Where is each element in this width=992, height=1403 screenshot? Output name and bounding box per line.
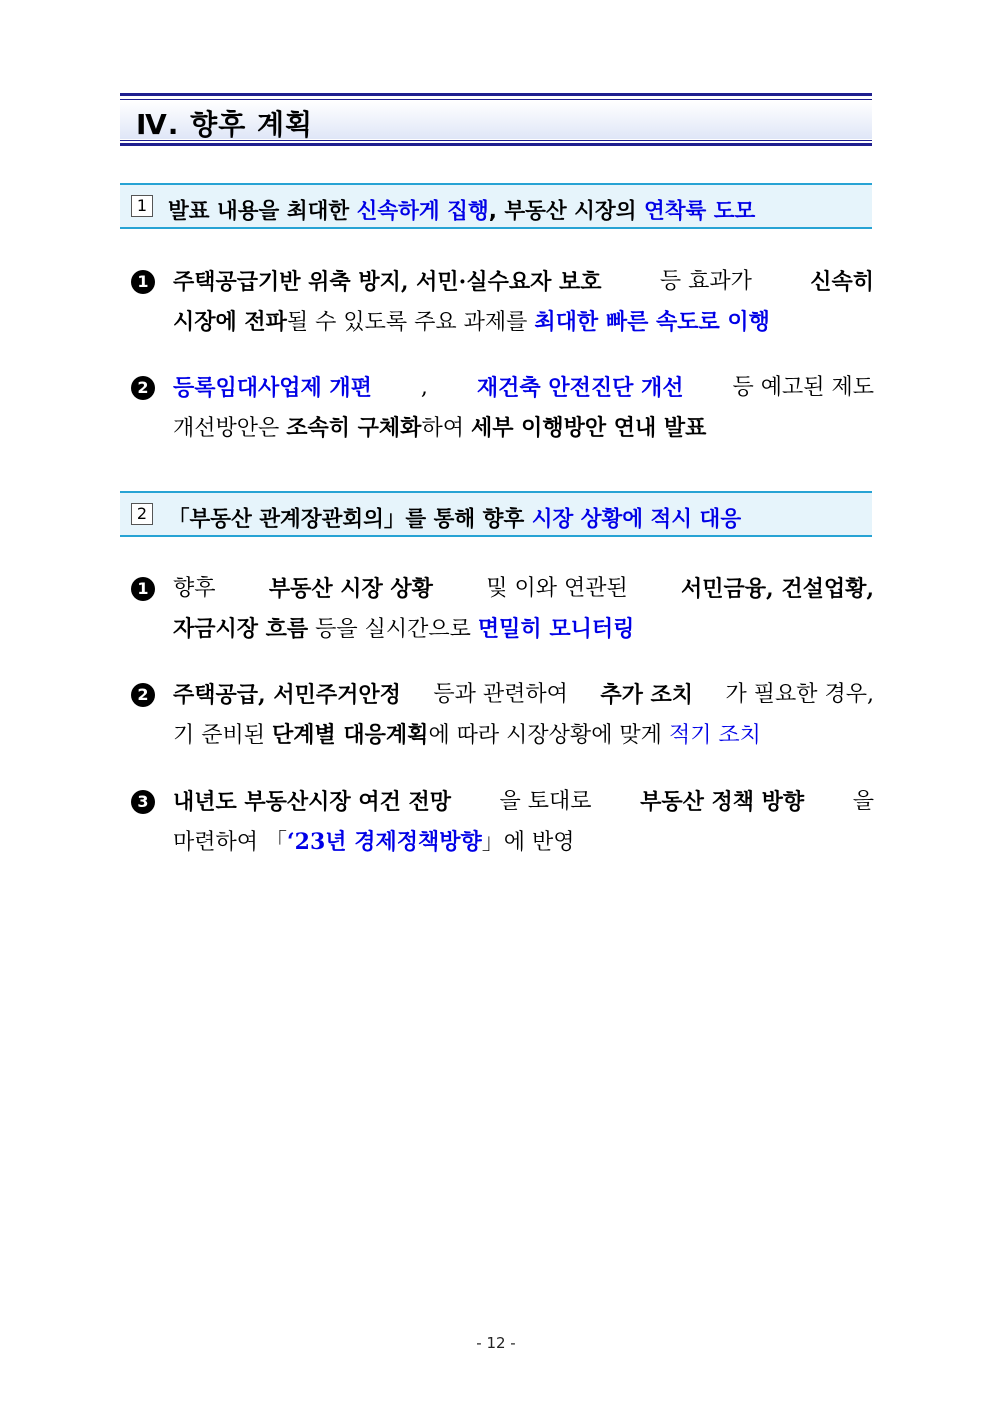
page-number: - 12 -	[476, 1334, 516, 1352]
text-run: 가 필요한 경우,	[725, 682, 874, 707]
section-title-box	[120, 93, 872, 146]
text-run: 적기 조치	[668, 723, 761, 748]
item-line	[173, 613, 634, 646]
item-line	[173, 372, 874, 404]
heading-run: 연착륙 도모	[643, 199, 756, 224]
text-run: 을	[852, 789, 874, 814]
text-run: 등을 실시간으로	[308, 617, 478, 642]
item-line	[173, 786, 874, 818]
text-run: 등 예고된 제도	[732, 375, 874, 400]
circled-number-bullet: 1	[131, 270, 155, 294]
item-line	[173, 306, 770, 339]
title-rule-bottom	[120, 143, 872, 146]
section-heading-2	[120, 491, 872, 537]
title-rule-top-thin	[120, 99, 872, 100]
text-run: 마련하여 「	[173, 830, 288, 855]
item-line	[173, 573, 874, 605]
item-line	[173, 719, 761, 752]
section-number-box: 2	[131, 503, 153, 525]
heading-run: 시장 상황에 적시 대응	[531, 507, 742, 532]
text-run: 부동산 시장 상황	[268, 576, 433, 602]
text-run: ‘23년 경제정책방향	[287, 829, 482, 855]
text-run: 내년도 부동산시장 여건 전망	[173, 789, 452, 815]
text-run: 주택공급, 서민주거안정	[173, 682, 401, 708]
heading-run: 발표 내용을 최대한	[168, 199, 357, 224]
text-run: 주택공급기반 위축 방지, 서민·실수요자 보호	[173, 269, 602, 295]
item-line	[173, 266, 874, 298]
text-run: 면밀히 모니터링	[477, 616, 635, 642]
section-heading-1	[120, 183, 872, 229]
text-run: ,	[420, 375, 428, 400]
heading-run: , 부동산 시장의	[488, 199, 644, 224]
circled-number-bullet: 3	[131, 790, 155, 814]
text-run: 단계별 대응계획	[272, 722, 429, 748]
text-run: 될 수 있도록 주요 과제를	[286, 310, 535, 335]
text-run: 부동산 정책 방향	[640, 789, 805, 815]
text-run: 자금시장 흐름	[173, 616, 309, 642]
text-run: 등록임대사업제 개편	[173, 375, 372, 401]
heading-run: 신속하게 집행	[356, 199, 489, 224]
text-run: 향후	[173, 576, 216, 601]
text-run: 재건축 안전진단 개선	[476, 375, 684, 401]
text-run: 하여	[421, 416, 471, 441]
page-title: Ⅳ. 향후 계획	[136, 108, 314, 141]
section-heading-text	[168, 194, 755, 225]
section-heading-text	[168, 502, 741, 533]
text-run: 최대한 빠른 속도로 이행	[534, 309, 770, 335]
text-run: 조속히 구체화	[286, 415, 422, 441]
heading-run: 「부동산 관계장관회의」를 통해 향후	[168, 507, 532, 532]
text-run: 신속히	[810, 269, 874, 295]
circled-number-bullet: 2	[131, 376, 155, 400]
text-run: 등 효과가	[659, 269, 752, 294]
text-run: 기 준비된	[173, 723, 272, 748]
text-run: 개선방안은	[173, 416, 287, 441]
circled-number-bullet: 2	[131, 683, 155, 707]
text-run: 」에 반영	[481, 830, 575, 855]
text-run: 서민금융, 건설업황,	[681, 576, 874, 602]
text-run: 추가 조치	[600, 682, 693, 708]
circled-number-bullet: 1	[131, 577, 155, 601]
item-line	[173, 412, 706, 445]
text-run: 을 토대로	[499, 789, 592, 814]
item-line	[173, 679, 874, 711]
text-run: 등과 관련하여	[433, 682, 568, 707]
text-run: 시장에 전파	[173, 309, 287, 335]
section-number-box: 1	[131, 195, 153, 217]
text-run: 에 따라 시장상황에 맞게	[428, 723, 669, 748]
text-run: 세부 이행방안 연내 발표	[470, 415, 707, 441]
item-line	[173, 826, 574, 859]
text-run: 및 이와 연관된	[486, 576, 628, 601]
title-rule-top	[120, 93, 872, 96]
